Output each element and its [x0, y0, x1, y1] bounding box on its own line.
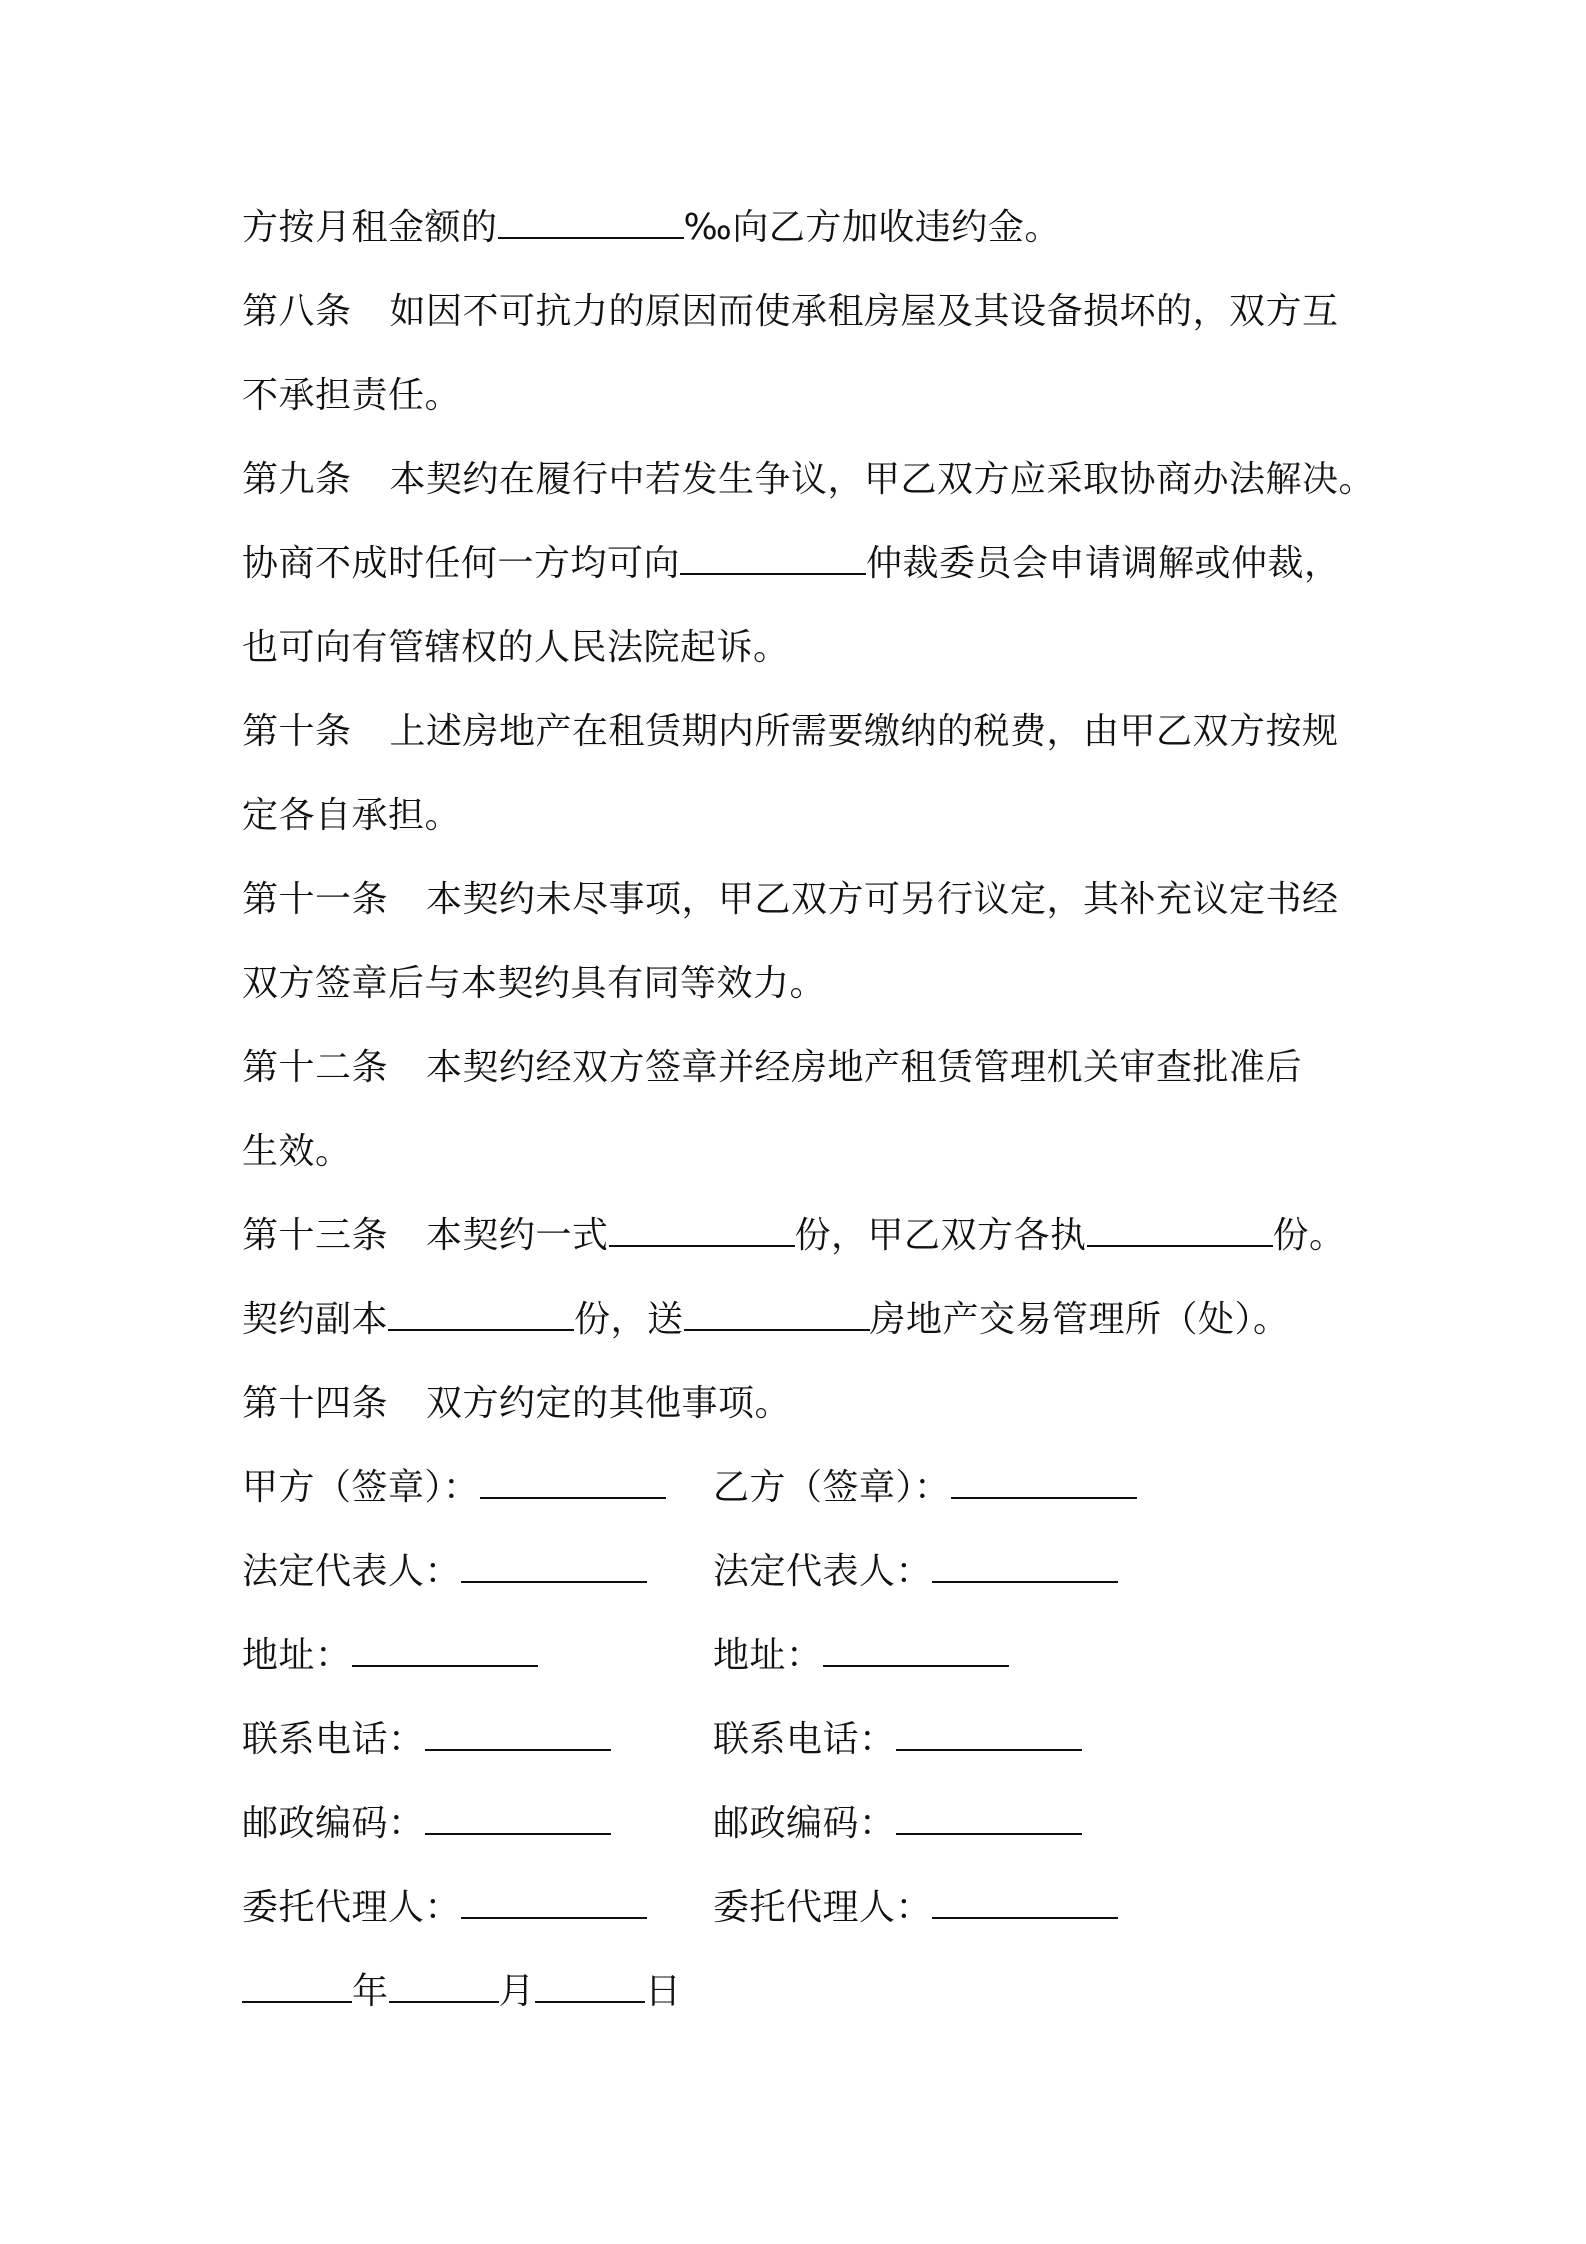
blank-party-a-signature [480, 1467, 666, 1499]
year-label: 年 [352, 1971, 389, 2012]
label: 邮政编码： [713, 1803, 896, 1844]
article-9-line-1 [242, 454, 1375, 506]
blank-party-b-address [823, 1635, 1009, 1667]
party-b-address [713, 1630, 1009, 1682]
blank-month [389, 1971, 499, 2003]
date-line [242, 1966, 682, 2018]
blank-year [242, 1971, 352, 2003]
article-text: 份。 [1272, 1215, 1346, 1256]
blank-party-a-legal-rep [461, 1551, 647, 1583]
blank-copies-duplicate [388, 1299, 574, 1331]
blank-party-b-phone [896, 1719, 1082, 1751]
article-10-line-2 [242, 790, 461, 842]
paragraph-penalty-line [242, 202, 1061, 254]
label: 委托代理人： [242, 1887, 462, 1928]
article-number: 第十条 [242, 711, 352, 752]
party-b-postal [713, 1798, 1082, 1850]
text: ‰向乙方加收违约金。 [683, 207, 1061, 248]
article-text: 房地产交易管理所（处）。 [869, 1299, 1290, 1340]
party-b-agent [713, 1882, 1118, 1934]
article-text: 双方约定的其他事项。 [426, 1383, 792, 1424]
article-13-line-2 [242, 1294, 1290, 1346]
party-a-postal [242, 1798, 611, 1850]
article-text: 契约副本 [242, 1299, 389, 1340]
label: 地址： [713, 1635, 823, 1676]
label: 邮政编码： [242, 1803, 425, 1844]
label: 甲方（签章）： [242, 1467, 480, 1508]
article-8-line-2 [242, 370, 461, 422]
text: 方按月租金额的 [242, 207, 498, 248]
article-text: 本契约在履行中若发生争议，甲乙双方应采取协商办法解决。 [389, 459, 1376, 500]
blank-penalty-rate [498, 207, 684, 239]
label: 委托代理人： [713, 1887, 933, 1928]
article-number: 第八条 [242, 291, 352, 332]
article-13-line-1 [242, 1210, 1346, 1262]
blank-party-a-agent [461, 1887, 647, 1919]
article-12-line-2 [242, 1126, 352, 1178]
article-text: 本契约一式 [426, 1215, 609, 1256]
blank-party-b-signature [951, 1467, 1137, 1499]
party-b-legal-rep [713, 1546, 1118, 1598]
label: 乙方（签章）： [713, 1467, 951, 1508]
article-text: 双方签章后与本契约具有同等效力。 [242, 963, 827, 1004]
article-number: 第九条 [242, 459, 352, 500]
label: 法定代表人： [242, 1551, 462, 1592]
article-text: 协商不成时任何一方均可向 [242, 543, 681, 584]
blank-arbitration-body [680, 543, 866, 575]
day-label: 日 [645, 1971, 682, 2012]
article-text: 生效。 [242, 1131, 352, 1172]
article-number: 第十三条 [242, 1215, 389, 1256]
article-11-line-2 [242, 958, 826, 1010]
party-a-signature [242, 1462, 666, 1514]
party-a-phone [242, 1714, 611, 1766]
article-number: 第十四条 [242, 1383, 389, 1424]
article-10-line-1 [242, 706, 1339, 758]
article-text: 不承担责任。 [242, 375, 462, 416]
blank-party-a-postal [425, 1803, 611, 1835]
article-text: 如因不可抗力的原因而使承租房屋及其设备损坏的，双方互 [389, 291, 1339, 332]
party-a-legal-rep [242, 1546, 647, 1598]
article-text: 也可向有管辖权的人民法院起诉。 [242, 627, 790, 668]
article-text: 本契约经双方签章并经房地产租赁管理机关审查批准后 [426, 1047, 1303, 1088]
blank-office-name [684, 1299, 870, 1331]
label: 法定代表人： [713, 1551, 933, 1592]
article-number: 第十一条 [242, 879, 389, 920]
blank-party-a-phone [425, 1719, 611, 1751]
article-text: 仲裁委员会申请调解或仲裁， [866, 543, 1341, 584]
article-9-line-3 [242, 622, 790, 674]
article-9-line-2 [242, 538, 1341, 590]
month-label: 月 [498, 1971, 536, 2012]
blank-copies-each [1087, 1215, 1273, 1247]
article-11-line-1 [242, 874, 1339, 926]
article-text: 定各自承担。 [242, 795, 462, 836]
blank-day [535, 1971, 645, 2003]
party-b-phone [713, 1714, 1082, 1766]
blank-party-b-postal [896, 1803, 1082, 1835]
blank-copies-total [609, 1215, 795, 1247]
label: 地址： [242, 1635, 352, 1676]
party-a-agent [242, 1882, 647, 1934]
article-text: 上述房地产在租赁期内所需要缴纳的税费，由甲乙双方按规 [389, 711, 1339, 752]
article-text: 份，送 [574, 1299, 684, 1340]
article-number: 第十二条 [242, 1047, 389, 1088]
article-text: 份，甲乙双方各执 [794, 1215, 1087, 1256]
article-text: 本契约未尽事项，甲乙双方可另行议定，其补充议定书经 [426, 879, 1339, 920]
party-b-signature [713, 1462, 1137, 1514]
blank-party-a-address [352, 1635, 538, 1667]
label: 联系电话： [242, 1719, 425, 1760]
party-a-address [242, 1630, 538, 1682]
article-8-line-1 [242, 286, 1339, 338]
blank-party-b-legal-rep [932, 1551, 1118, 1583]
blank-party-b-agent [932, 1887, 1118, 1919]
article-14-line-1 [242, 1378, 791, 1430]
article-12-line-1 [242, 1042, 1302, 1094]
label: 联系电话： [713, 1719, 896, 1760]
